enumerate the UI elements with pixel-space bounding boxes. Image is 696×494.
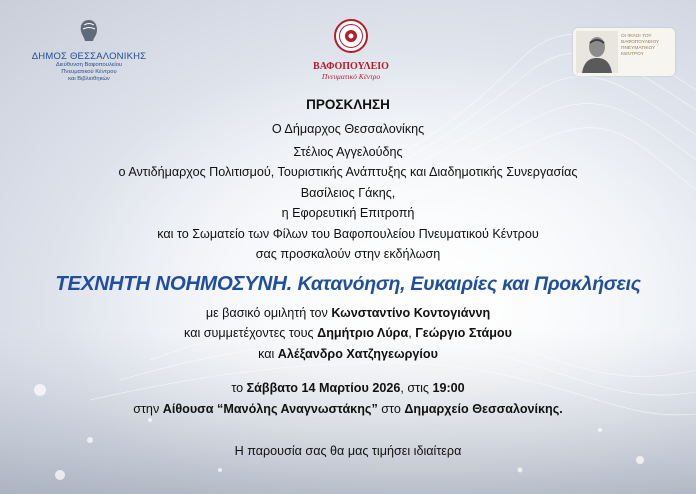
invitation-line-1: Ο Δήμαρχος Θεσσαλονίκης [271, 122, 425, 136]
event-title-main: ΤΕΧΝΗΤΗ ΝΟΗΜΟΣΥΝΗ. [55, 272, 293, 295]
last-participant-prefix: και [258, 347, 275, 361]
hall-prefix: στην [133, 402, 160, 416]
invitation-heading: ΠΡΟΣΚΛΗΣΗ [306, 97, 390, 112]
friends-line-2: ΒΑΦΟΠΟΥΛΕΙΟΥ [621, 40, 660, 45]
time-prefix: , στις [400, 381, 429, 395]
friends-text [621, 34, 673, 58]
participants-prefix: και συμμετέχοντες τους [184, 326, 314, 340]
participant-separator: , [408, 326, 412, 340]
closing-line: Η παρουσία σας θα μας τιμήσει ιδιαίτερα [234, 444, 462, 458]
municipality-name: ΔΗΜΟΣ ΘΕΣΣΑΛΟΝΙΚΗΣ [31, 51, 147, 62]
invitation-line-3: ο Αντιδήμαρχος Πολιτισμού, Τουριστικής Ανάπτυξης και Διαδημοτικής Συνεργασίας [118, 165, 578, 179]
speaker-main-line [0, 306, 696, 320]
speaker-main-name: Κωνσταντίνο Κοντογιάννη [331, 306, 491, 320]
friends-line-3: ΠΝΕΥΜΑΤΙΚΟΥ [621, 46, 656, 51]
invitation-line-4: Βασίλειος Γάκης, [300, 186, 396, 200]
event-date: Σάββατο 14 Μαρτίου 2026 [246, 381, 401, 395]
event-title-sub: Κατανόηση, Ευκαιρίες και Προκλήσεις [297, 273, 641, 295]
vafopouleio-logo [298, 18, 404, 81]
municipality-sub-3: και Βιβλιοθηκών [68, 76, 110, 82]
invitation-line-2: Στέλιος Αγγελούδης [293, 145, 403, 159]
date-prefix: το [231, 381, 244, 395]
participant-name-2: Γεώργιο Στάμου [415, 326, 512, 340]
vafopouleio-name: ΒΑΦΟΠΟΥΛΕΙΟ [313, 61, 389, 72]
friends-association-logo [573, 28, 675, 76]
vafopouleio-subtitle: Πνευματικό Κέντρο [321, 72, 381, 81]
event-venue: Δημαρχείο Θεσσαλονίκης. [404, 402, 563, 416]
invitation-line-7: σας προσκαλούν στην εκδήλωση [255, 247, 441, 261]
greek-head-emblem-icon [75, 18, 103, 44]
invitation-line-6: και το Σωματείο των Φίλων του Βαφοπουλείου Πνευματικού Κέντρου [157, 227, 539, 241]
friends-line-1: ΟΙ ΦΙΛΟΙ ΤΟΥ [621, 34, 652, 39]
friends-line-4: ΚΕΝΤΡΟΥ [621, 52, 644, 57]
invitation-line-5: η Εφορευτική Επιτροπή [281, 206, 415, 220]
municipality-logo [14, 18, 164, 83]
venue-prefix: στο [381, 402, 401, 416]
event-time: 19:00 [432, 381, 465, 395]
speaker-participants-line [0, 326, 696, 340]
last-participant-name: Αλέξανδρο Χατζηγεωργίου [277, 347, 438, 361]
speaker-main-prefix: με βασικό ομιλητή τον [205, 306, 328, 320]
municipality-sub-1: Διεύθυνση Βαφοπουλείου [55, 62, 123, 68]
event-venue-line [0, 402, 696, 416]
vafopouleio-seal-icon [333, 18, 369, 54]
event-title [0, 272, 696, 296]
event-hall: Αίθουσα “Μανόλης Αναγνωστάκης” [162, 402, 378, 416]
event-date-line [0, 381, 696, 395]
portrait-icon [576, 31, 618, 73]
municipality-sub-2: Πνευματικού Κέντρου [61, 69, 117, 75]
participant-name-1: Δημήτριο Λύρα [317, 326, 409, 340]
speaker-last-line [0, 347, 696, 361]
